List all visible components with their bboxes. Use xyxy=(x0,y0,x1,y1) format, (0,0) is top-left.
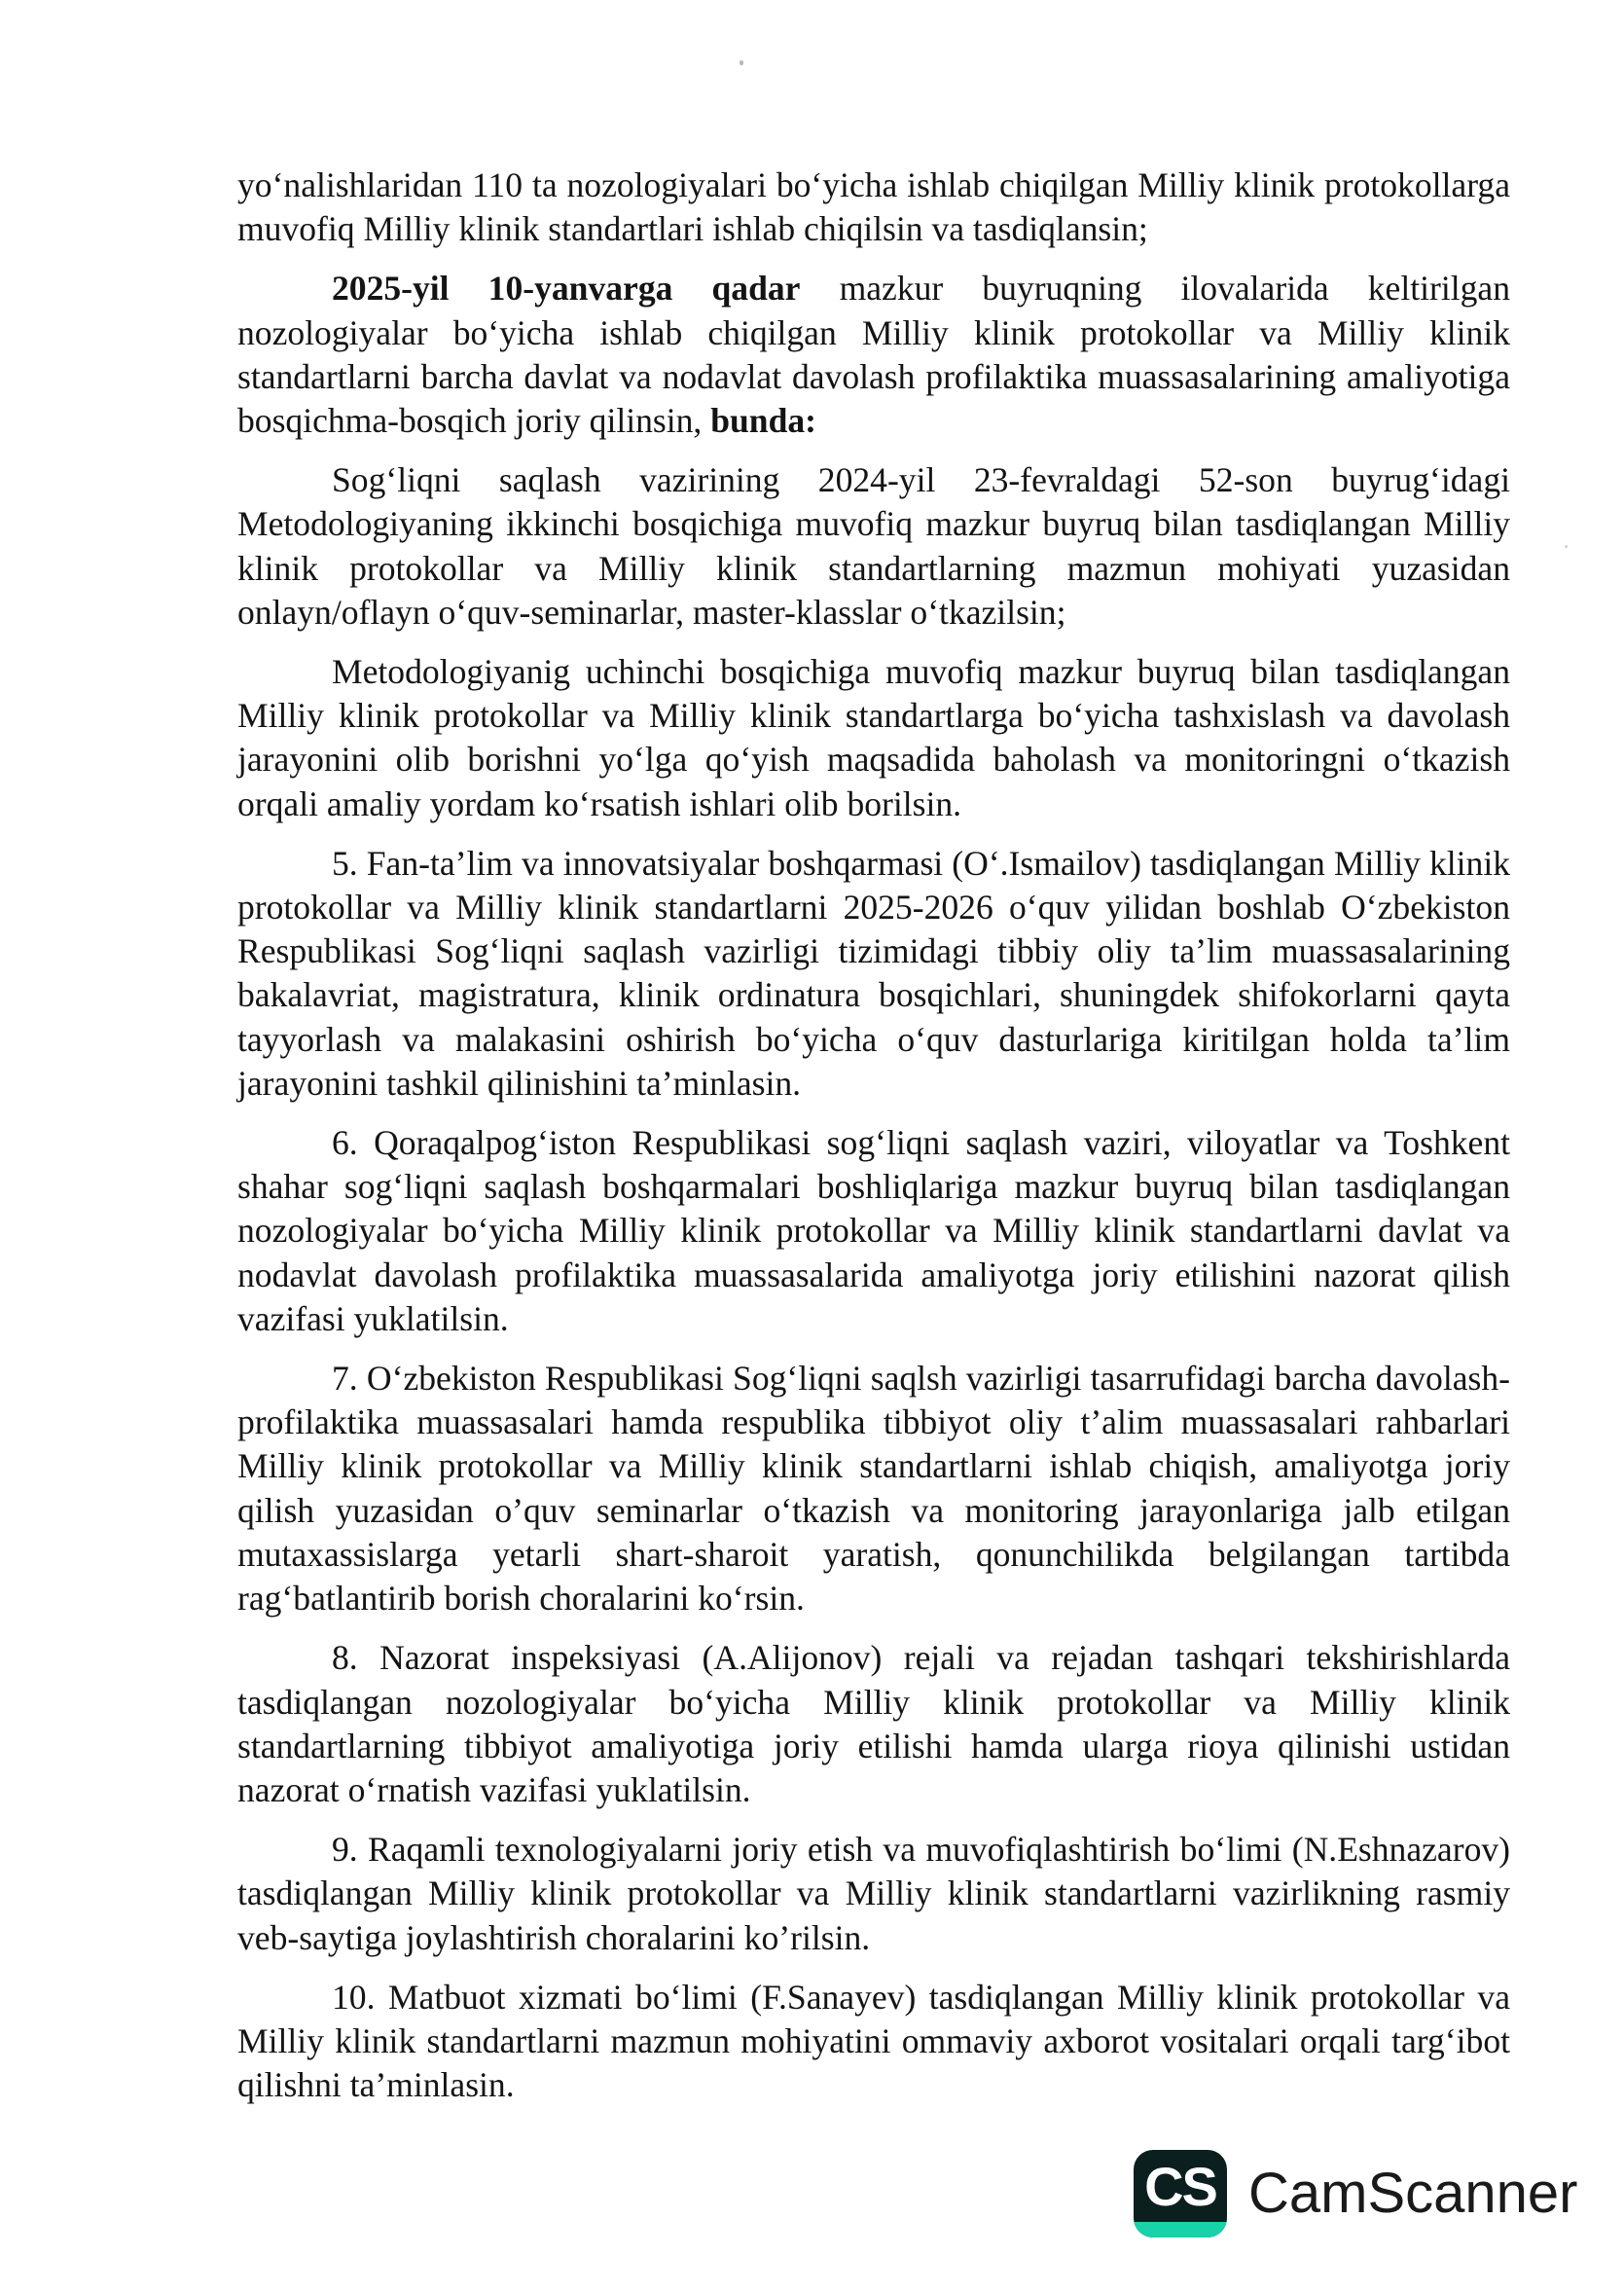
text-run: Sog‘liqni saqlash vazirining 2024-yil 23-fevraldagi 52-son buyrug‘idagi Metodologiyaning ikkinchi bosqichiga muvofiq mazkur buyruq bilan tasdiqlangan Milliy klinik protokollar va Milliy klinik standartlarning mazmun mohiyati yuzasidan onlayn/oflayn o‘quv-seminarlar, master-klasslar o‘tkazilsin; xyxy=(237,460,1510,632)
paragraph xyxy=(237,1357,1510,1620)
text-run: 5. Fan-ta’lim va innovatsiyalar boshqarmasi (O‘.Ismailov) tasdiqlangan Milliy klinik protokollar va Milliy klinik standartlarni 2025-2026 o‘quv yilidan boshlab O‘zbekiston Respublikasi Sog‘liqni saqlash vazirligi tizimidagi tibbiy oliy ta’lim muassasalarining bakalavriat, magistratura, klinik ordinatura bosqichlari, shuningdek shifokorlarni qayta tayyorlash va malakasini oshirish bo‘yicha o‘quv dasturlariga kiritilgan holda ta’lim jarayonini tashkil qilinishini ta’minlasin. xyxy=(237,843,1510,1103)
scan-speck xyxy=(1565,545,1568,548)
app-name: CamScanner xyxy=(1248,2162,1578,2225)
paragraph xyxy=(237,1636,1510,1812)
text-run: 7. O‘zbekiston Respublikasi Sog‘liqni saqlsh vazirligi tasarrufidagi barcha davolash-profilaktika muassasalari hamda respublika tibbiyot oliy t’alim muassasalari rahbarlari Milliy klinik protokollar va Milliy klinik standartlarni ishlab chiqish, amaliyotga joriy qilish yuzasidan o’quv seminarlar o‘tkazish va monitoring jarayonlariga jalb etilgan mutaxassislarga yetarli shart-sharoit yaratish, qonunchilikda belgilangan tartibda rag‘batlantirib borish choralarini ko‘rsin. xyxy=(237,1359,1510,1619)
paragraph xyxy=(237,650,1510,826)
text-run: Metodologiyanig uchinchi bosqichiga muvofiq mazkur buyruq bilan tasdiqlangan Milliy klinik protokollar va Milliy klinik standartlarga bo‘yicha tashxislash va davolash jarayonini olib borishni yo‘lga qo‘yish maqsadida baholash va monitoringni o‘tkazish orqali amaliy yordam ko‘rsatish ishlari olib borilsin. xyxy=(237,652,1510,823)
document-body xyxy=(237,164,1510,2123)
paragraph xyxy=(237,1976,1510,2108)
text-run: 10. Matbuot xizmati bo‘limi (F.Sanayev) tasdiqlangan Milliy klinik protokollar va Milliy klinik standartlarni mazmun mohiyatini ommaviy axborot vositalari orqali targ‘ibot qilishni ta’minlasin. xyxy=(237,1977,1510,2105)
bold-text-run: bunda: xyxy=(710,401,816,441)
paragraph xyxy=(237,1828,1510,1960)
scan-speck xyxy=(740,60,743,65)
paragraph xyxy=(237,842,1510,1106)
text-run: 6. Qoraqalpog‘iston Respublikasi sog‘liqni saqlash vaziri, viloyatlar va Toshkent shahar sog‘liqni saqlash boshqarmalari boshliqlariga mazkur buyruq bilan tasdiqlangan nozologiyalar bo‘yicha Milliy klinik protokollar va Milliy klinik standartlarni davlat va nodavlat davolash profilaktika muassasalarida amaliyotga joriy etilishini nazorat qilish vazifasi yuklatilsin. xyxy=(237,1123,1510,1338)
logo-accent-bar xyxy=(1134,2222,1227,2237)
text-run: 9. Raqamli texnologiyalarni joriy etish va muvofiqlashtirish bo‘limi (N.Eshnazarov) tasdiqlangan Milliy klinik protokollar va Milliy klinik standartlarni vazirlikning rasmiy veb-saytiga joylashtirish choralarini ko’rilsin. xyxy=(237,1830,1510,1957)
camscanner-watermark xyxy=(1134,2143,1577,2244)
logo-letters: CS xyxy=(1144,2156,1216,2217)
camscanner-logo-icon xyxy=(1134,2150,1227,2237)
paragraph xyxy=(237,267,1510,443)
text-run: 8. Nazorat inspeksiyasi (A.Alijonov) rejali va rejadan tashqari tekshirishlarda tasdiqlangan nozologiyalar bo‘yicha Milliy klinik protokollar va Milliy klinik standartlarning tibbiyot amaliyotiga joriy etilishi hamda ularga rioya qilinishi ustidan nazorat o‘rnatish vazifasi yuklatilsin. xyxy=(237,1638,1510,1809)
bold-text-run: 2025-yil 10-yanvarga qadar xyxy=(332,269,801,309)
paragraph xyxy=(237,1121,1510,1341)
text-run: yo‘nalishlaridan 110 ta nozologiyalari bo‘yicha ishlab chiqilgan Milliy klinik protokollarga muvofiq Milliy klinik standartlari ishlab chiqilsin va tasdiqlansin; xyxy=(237,165,1510,249)
paragraph xyxy=(237,164,1510,251)
paragraph xyxy=(237,458,1510,635)
text-run: mazkur buyruqning ilovalarida keltirilgan nozologiyalar bo‘yicha ishlab chiqilgan Milliy klinik protokollar va Milliy klinik standartlarni barcha davlat va nodavlat davolash profilaktika muassasalarining amaliyotiga bosqichma-bosqich joriy qilinsin, xyxy=(237,269,1510,441)
